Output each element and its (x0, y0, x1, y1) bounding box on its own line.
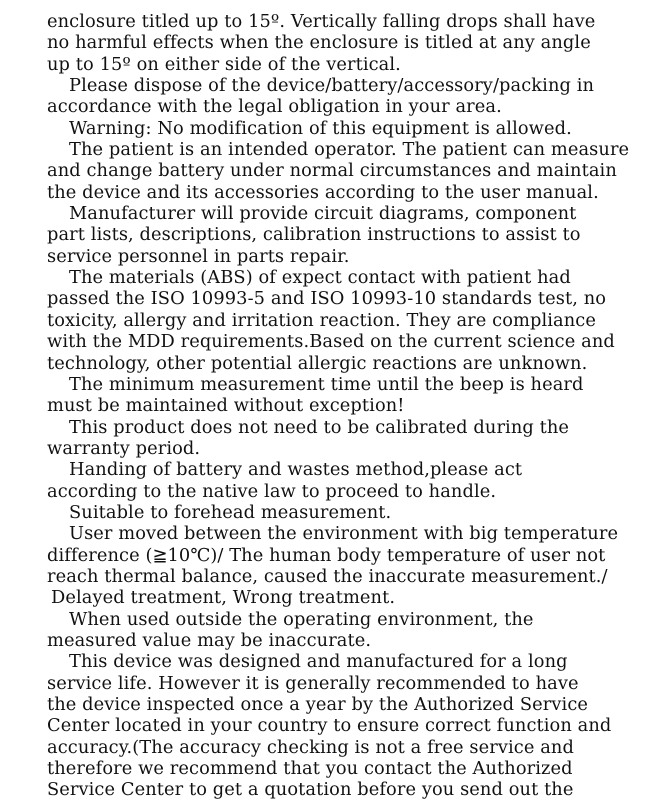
text-line: service life. However it is generally recommended to have (47, 672, 579, 694)
paragraph-start-line: Warning: No modification of this equipment is allowed. (69, 117, 572, 139)
paragraph-start-line: Please dispose of the device/battery/accessory/packing in (69, 75, 595, 97)
paragraph-start-line: Handing of battery and wastes method,please act (69, 459, 523, 481)
text-line: service personnel in parts repair. (47, 245, 350, 267)
text-line: warranty period. (47, 437, 201, 459)
text-line: must be maintained without exception! (47, 395, 405, 417)
paragraph-start-line: The patient is an intended operator. The patient can measure (69, 139, 630, 161)
text-line: with the MDD requirements.Based on the current science and (47, 331, 615, 353)
text-line: measured value may be inaccurate. (47, 629, 372, 651)
text-line: difference (≧10℃)/ The human body temperature of user not (47, 544, 606, 566)
paragraph-start-line: The materials (ABS) of expect contact with patient had (69, 267, 571, 289)
text-line: therefore we recommend that you contact the Authorized (47, 758, 573, 780)
paragraph-start-line: This device was designed and manufactured for a long (69, 651, 568, 673)
text-line: accordance with the legal obligation in your area. (47, 96, 502, 118)
text-line: Service Center to get a quotation before you send out the (47, 779, 574, 801)
text-line: reach thermal balance, caused the inaccurate measurement./ (47, 565, 608, 587)
text-line: accuracy.(The accuracy checking is not a free service and (47, 736, 574, 758)
text-line: Delayed treatment, Wrong treatment. (51, 587, 396, 609)
text-line: the device inspected once a year by the Authorized Service (47, 694, 589, 715)
text-line: no harmful effects when the enclosure is titled at any angle (47, 32, 591, 54)
text-line: part lists, descriptions, calibration instructions to assist to (47, 224, 581, 246)
text-line: technology, other potential allergic reactions are unknown. (47, 352, 588, 374)
text-line: toxicity, allergy and irritation reaction. They are compliance (47, 309, 596, 331)
text-line: passed the ISO 10993-5 and ISO 10993-10 standards test, no (47, 288, 607, 310)
text-line: up to 15º on either side of the vertical. (47, 53, 401, 75)
text-line: the device and its accessories according to the user manual. (47, 181, 599, 203)
text-line: enclosure titled up to 15º. Vertically falling drops shall have (47, 11, 596, 32)
body-text (47, 11, 647, 801)
paragraph-start-line: This product does not need to be calibrated during the (69, 416, 570, 438)
paragraph-start-line: Suitable to forehead measurement. (69, 501, 392, 523)
paragraph-start-line: User moved between the environment with big temperature (69, 523, 619, 545)
text-line: Center located in your country to ensure correct function and (47, 715, 612, 737)
text-line: and change battery under normal circumstances and maintain (47, 160, 617, 182)
paragraph-start-line: When used outside the operating environment, the (69, 608, 534, 630)
text-line: according to the native law to proceed to handle. (47, 480, 497, 502)
paragraph-start-line: Manufacturer will provide circuit diagrams, component (69, 203, 577, 225)
paragraph-start-line: The minimum measurement time until the beep is heard (69, 373, 584, 395)
